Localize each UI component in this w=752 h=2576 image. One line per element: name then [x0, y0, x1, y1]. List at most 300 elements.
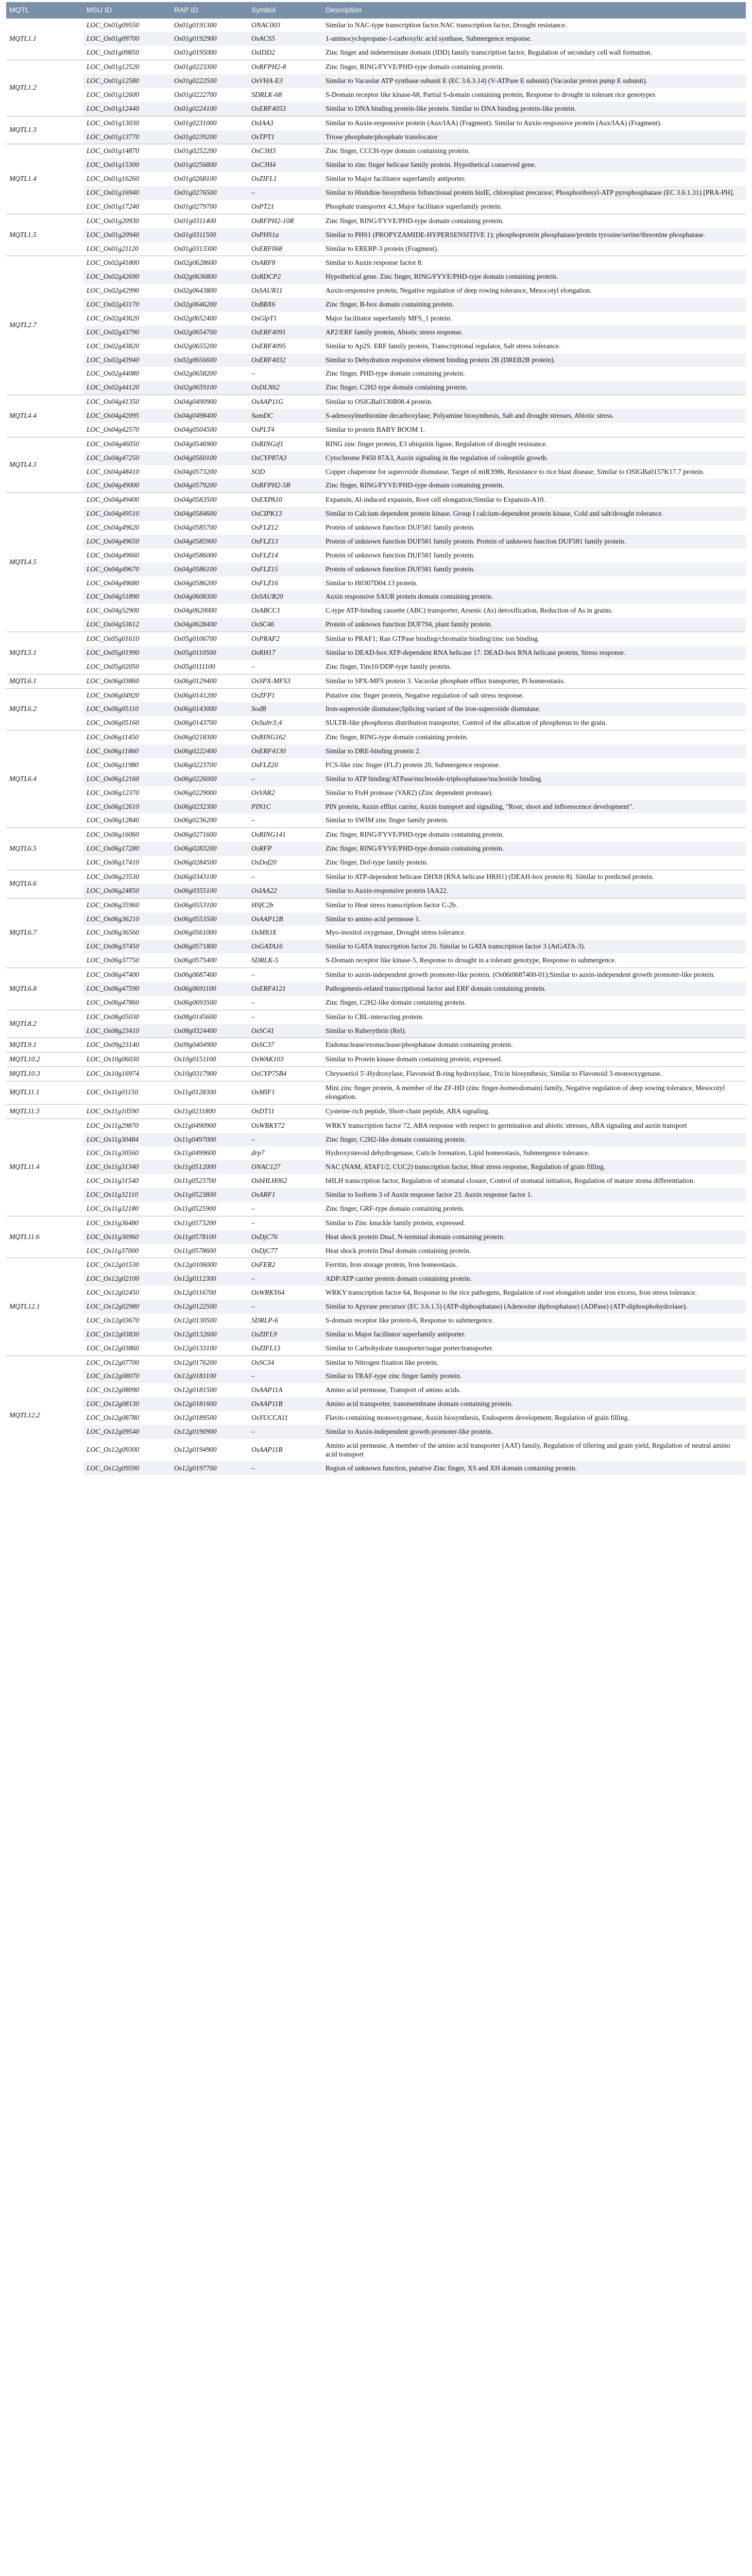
msu-id-cell: LOC_Os04g49650	[83, 535, 171, 549]
rap-id-cell: Os06g0226000	[171, 772, 248, 786]
rap-id-cell: Os01g0223300	[171, 60, 248, 74]
mqtl-cell: MQTL9.1	[6, 1038, 83, 1053]
table-row	[6, 214, 746, 228]
description-cell: Similar to auxin-independent growth promoter-like protein. (Os06t0687400-01);Similar to auxin-independent growth promoter-like protein.	[322, 968, 746, 982]
table-row	[6, 549, 746, 563]
mqtl-cell: MQTL6.7	[6, 898, 83, 968]
symbol-cell: OsFLZ20	[251, 760, 278, 769]
msu-id-cell: LOC_Os11g36480	[83, 1216, 171, 1230]
rap-id-cell: Os01g0276500	[171, 186, 248, 200]
rap-id-cell: Os12g0122500	[171, 1300, 248, 1314]
mqtl-cell: MQTL1.5	[6, 214, 83, 256]
table-row	[6, 172, 746, 186]
msu-id-cell: LOC_Os10g16974	[83, 1067, 171, 1081]
msu-id-cell: LOC_Os06g17280	[83, 842, 171, 856]
msu-id-cell: LOC_Os12g02980	[83, 1300, 171, 1314]
description-cell: 1-aminocyclopropane-1-carboxylic acid synthase, Submergence response.	[322, 32, 746, 46]
rap-id-cell: Os06g0553500	[171, 912, 248, 926]
rap-id-cell: Os04g0620000	[174, 606, 217, 615]
table-row	[6, 200, 746, 214]
rap-id-cell: Os06g0222400	[171, 744, 248, 758]
msu-id-cell: LOC_Os04g49510	[83, 507, 171, 521]
symbol-cell: OsDjC76	[248, 1230, 322, 1244]
description-cell: Myo-inositol oxygenase, Drought stress tolerance.	[326, 928, 466, 937]
rap-id-cell: Os11g0497000	[171, 1133, 248, 1147]
description-cell: Similar to Major facilitator superfamily antiporter.	[326, 175, 466, 183]
msu-id-cell: LOC_Os06g47860	[87, 998, 140, 1006]
mqtl-cell: MQTL6.8	[6, 968, 83, 1010]
msu-id-cell: LOC_Os04g49670	[83, 563, 171, 577]
table-row	[6, 968, 746, 982]
rap-id-cell: Os12g0190900	[171, 1425, 248, 1439]
description-cell: Similar to PHS1 (PROPYZAMIDE-HYPERSENSITIVE 1); phosphoprotein phosphatase/protein tyrosine/serine/threonine phosphatase.	[322, 228, 746, 242]
symbol-cell: –	[248, 870, 322, 884]
msu-id-cell: LOC_Os11g31540	[87, 1177, 139, 1185]
msu-id-cell: LOC_Os01g20940	[83, 228, 171, 242]
table-row	[6, 646, 746, 660]
msu-id-cell: LOC_Os02g43940	[83, 353, 171, 367]
table-row	[6, 1369, 746, 1383]
msu-id-cell: LOC_Os01g16260	[87, 175, 140, 183]
msu-id-cell: LOC_Os01g09550	[87, 21, 140, 29]
table-row	[6, 1244, 746, 1258]
description-cell: Zinc finger, RING-type domain containing protein.	[322, 731, 746, 744]
msu-id-cell: LOC_Os11g37000	[87, 1246, 139, 1255]
symbol-cell: OsAAP11B	[251, 1446, 283, 1454]
rap-id-cell: Os12g0133100	[174, 1344, 217, 1352]
msu-id-cell: LOC_Os01g21120	[87, 244, 139, 252]
rap-id-cell: Os12g0106000	[171, 1258, 248, 1272]
table-row	[6, 1258, 746, 1272]
description-cell: Similar to Protein kinase domain containing protein, expressed.	[322, 1053, 746, 1067]
rap-id-cell: Os09g0404900	[171, 1038, 248, 1053]
table-row	[6, 102, 746, 116]
rap-id-cell: Os06g0283200	[171, 842, 248, 856]
description-cell: PIN protein, Auxin efflux carrier, Auxin transport and signaling, "Root, shoot and inflorescence development".	[322, 800, 746, 814]
description-cell: Zinc finger, RING/FYVE/PHD-type domain containing protein.	[322, 842, 746, 856]
table-row	[6, 786, 746, 800]
table-row	[6, 312, 746, 326]
symbol-cell: SamDC	[248, 409, 322, 423]
table-row	[6, 590, 746, 604]
symbol-cell: OsPHS1a	[248, 228, 322, 242]
symbol-cell: –	[251, 1204, 255, 1212]
table-row	[6, 228, 746, 242]
rap-id-cell: Os06g0691100	[171, 982, 248, 996]
table-row	[6, 800, 746, 814]
table-row	[6, 144, 746, 158]
symbol-cell: OsERF4053	[248, 102, 322, 116]
rap-id-cell: Os06g0284500	[174, 858, 217, 866]
table-row	[6, 46, 746, 60]
mqtl-cell: MQTL10.3	[6, 1067, 83, 1081]
mqtl-cell: MQTL6.2	[6, 688, 83, 731]
msu-id-cell: LOC_Os12g08090	[87, 1386, 140, 1394]
mqtl-cell: MQTL1.2	[6, 60, 83, 116]
symbol-cell: OsDjC77	[251, 1246, 278, 1255]
rap-id-cell: Os02g0628600	[171, 256, 248, 270]
msu-id-cell: LOC_Os11g30484	[83, 1133, 171, 1147]
table-row	[6, 1272, 746, 1286]
rap-id-cell: Os01g0191300	[174, 21, 217, 29]
msu-id-cell: LOC_Os02g41800	[83, 256, 171, 270]
rap-id-cell: Os04g0584600	[171, 507, 248, 521]
rap-id-cell: Os01g0222500	[171, 74, 248, 88]
symbol-cell: OsRING162	[248, 731, 322, 744]
header-msu-id: MSU ID	[83, 2, 171, 19]
table-row	[6, 1053, 746, 1067]
symbol-cell: OsSC46	[248, 618, 322, 632]
msu-id-cell: LOC_Os05g01610	[83, 632, 171, 646]
symbol-cell: OsDT11	[248, 1104, 322, 1118]
table-row	[6, 716, 746, 730]
rap-id-cell: Os04g0490900	[171, 395, 248, 409]
symbol-cell: OsTPT1	[248, 130, 322, 144]
symbol-cell: OsGATA16	[248, 940, 322, 954]
symbol-cell: OsCYP75B4	[248, 1067, 322, 1081]
table-row	[6, 996, 746, 1010]
msu-id-cell: LOC_Os06g16060	[83, 828, 171, 842]
description-cell: Expansin, Al-induced expansin, Root cell elongation;Similar to Expansin-A10.	[322, 493, 746, 507]
description-cell: Similar to Major facilitator superfamily antiporter.	[322, 1328, 746, 1342]
symbol-cell: OsZIFL13	[251, 1344, 281, 1352]
msu-id-cell: LOC_Os01g13770	[83, 130, 171, 144]
table-row	[6, 1174, 746, 1188]
description-cell: Protein of unknown function DUF581 family protein. Protein of unknown function DUF581 family protein.	[322, 535, 746, 549]
rap-id-cell: Os01g0252200	[171, 144, 248, 158]
table-row	[6, 814, 746, 827]
rap-id-cell: Os02g0655200	[174, 342, 217, 350]
description-cell: Zinc finger, CCCH-type domain containing protein.	[322, 144, 746, 158]
msu-id-cell: LOC_Os06g47590	[83, 982, 171, 996]
msu-id-cell: LOC_Os12g09590	[83, 1462, 171, 1476]
msu-id-cell: LOC_Os11g10590	[83, 1104, 171, 1118]
table-row	[6, 507, 746, 521]
mqtl-cell: MQTL6.1	[6, 674, 83, 688]
rap-id-cell: Os12g0189500	[174, 1414, 217, 1421]
rap-id-cell: Os11g0578100	[171, 1230, 248, 1244]
rap-id-cell: Os12g0197700	[171, 1462, 248, 1476]
table-row	[6, 32, 746, 46]
rap-id-cell: Os11g0525900	[174, 1204, 216, 1212]
symbol-cell: OsRFPH2-5R	[248, 479, 322, 493]
table-row	[6, 1067, 746, 1081]
description-cell: Zinc finger, GRF-type domain containing protein.	[326, 1204, 465, 1212]
symbol-cell: OsDLN62	[248, 381, 322, 395]
table-row	[6, 465, 746, 479]
table-row	[6, 1038, 746, 1053]
symbol-cell: OsAAP11A	[251, 1386, 283, 1394]
table-row	[6, 493, 746, 507]
symbol-cell: OsFLZ14	[251, 551, 278, 559]
description-cell: Similar to SPX-MFS protein 3. Vacuolar phosphate efflux transporter, Pi homeostasis.	[322, 674, 746, 688]
description-cell: Similar to Histidine biosynthesis bifunctional protein hisIE, chloroplast precursor; Phosphoribosyl-ATP pyrophosphatase (EC 3.6.1.31) [PRA-PH].	[322, 186, 746, 200]
description-cell: Similar to ATP-dependent helicase DHX8 (RNA helicase HRH1) (DEAH-box protein 8). Similar to predicted protein.	[322, 870, 746, 884]
symbol-cell: SDRLP-6	[251, 1316, 278, 1324]
msu-id-cell: LOC_Os06g35960	[83, 898, 171, 912]
msu-id-cell: LOC_Os11g32180	[87, 1204, 139, 1212]
symbol-cell: OsPLT4	[251, 425, 275, 433]
rap-id-cell: Os12g0112300	[171, 1272, 248, 1286]
table-row	[6, 940, 746, 954]
table-row	[6, 632, 746, 646]
msu-id-cell: LOC_Os01g12440	[83, 102, 171, 116]
description-cell: Similar to DNA binding protein-like protein. Similar to DNA binding protein-like protein.	[322, 102, 746, 116]
table-row	[6, 954, 746, 968]
rap-id-cell: Os01g0231000	[171, 116, 248, 130]
table-row	[6, 577, 746, 590]
description-cell: Similar to DRE-binding protein 2.	[322, 744, 746, 758]
symbol-cell: OsWRKY72	[248, 1118, 322, 1132]
symbol-cell: SDRLK-68	[251, 90, 282, 98]
rap-id-cell: Os04g0608300	[171, 590, 248, 604]
description-cell: Heat shock protein DnaJ, N-terminal domain containing protein.	[322, 1230, 746, 1244]
msu-id-cell: LOC_Os04g49400	[83, 493, 171, 507]
symbol-cell: OsERF4095	[251, 342, 286, 350]
msu-id-cell: LOC_Os06g05160	[87, 719, 140, 727]
symbol-cell: OsSC37	[248, 1038, 322, 1053]
symbol-cell: –	[248, 1369, 322, 1383]
table-row	[6, 256, 746, 270]
rap-id-cell: Os02g0636800	[171, 270, 248, 284]
symbol-cell: OsSC41	[248, 1024, 322, 1038]
symbol-cell: OsSAUR20	[248, 590, 322, 604]
symbol-cell: –	[248, 968, 322, 982]
description-cell: WRKY transcription factor 72, ABA response with respect to germination and abiotic stresses, ABA signaling and auxin transport	[322, 1118, 746, 1132]
table-row	[6, 1383, 746, 1397]
rap-id-cell: Os12g0194900	[174, 1446, 217, 1454]
msu-id-cell: LOC_Os06g05110	[83, 702, 171, 716]
mqtl-cell: MQTL5.1	[6, 632, 83, 674]
msu-id-cell: LOC_Os04g49660	[87, 551, 140, 559]
mqtl-cell: MQTL1.3	[6, 116, 83, 144]
symbol-cell: OsPRAF2	[248, 632, 322, 646]
msu-id-cell: LOC_Os06g23530	[83, 870, 171, 884]
rap-id-cell: Os04g0573200	[174, 467, 217, 476]
description-cell: Zinc finger, PHD-type domain containing protein.	[326, 369, 465, 378]
rap-id-cell: Os01g0192900	[171, 32, 248, 46]
table-row	[6, 116, 746, 130]
msu-id-cell: LOC_Os05g01990	[83, 646, 171, 660]
rap-id-cell: Os01g0313300	[174, 244, 217, 252]
rap-id-cell: Os02g0654700	[171, 326, 248, 340]
table-row	[6, 186, 746, 200]
symbol-cell: OsYUCCA11	[251, 1414, 288, 1421]
description-cell: Zinc finger, B-box domain containing protein.	[322, 298, 746, 312]
msu-id-cell: LOC_Os12g02100	[83, 1272, 171, 1286]
table-row	[6, 618, 746, 632]
symbol-cell: HSfC2b	[248, 898, 322, 912]
symbol-cell: OsRFPH2-10R	[248, 214, 322, 228]
description-cell: Similar to TRAF-type zinc finger family protein.	[322, 1369, 746, 1383]
msu-id-cell: LOC_Os09g23140	[83, 1038, 171, 1053]
rap-id-cell: Os06g0141200	[171, 688, 248, 702]
description-cell: NAC (NAM, ATAF1/2, CUC2) transcription factor, Heat stress response, Regulation of grain filling.	[322, 1160, 746, 1174]
description-cell: Similar to DEAD-box ATP-dependent RNA helicase 17. DEAD-box RNA helicase protein, Stress response.	[322, 646, 746, 660]
symbol-cell: –	[251, 662, 255, 670]
msu-id-cell: LOC_Os04g51890	[83, 590, 171, 604]
table-row	[6, 130, 746, 144]
rap-id-cell: Os04g0498400	[171, 409, 248, 423]
symbol-cell: OsERF4121	[248, 982, 322, 996]
msu-id-cell: LOC_Os12g02450	[87, 1289, 140, 1297]
description-cell: Zinc finger, RING/FYVE/PHD-type domain containing protein.	[322, 60, 746, 74]
rap-id-cell: Os11g0128300	[171, 1081, 248, 1105]
symbol-cell: OsIDD2	[251, 48, 275, 57]
symbol-cell: OsCIPK13	[248, 507, 322, 521]
description-cell: Zinc finger, Tim10/DDP-type family protein.	[326, 662, 451, 670]
table-row	[6, 1328, 746, 1342]
msu-id-cell: LOC_Os01g17240	[87, 202, 140, 210]
description-cell: Similar to FtsH protease (VAR2) (Zinc dependent protease).	[326, 788, 493, 796]
msu-id-cell: LOC_Os04g49000	[83, 479, 171, 493]
rap-id-cell: Os02g0652400	[174, 314, 217, 322]
table-row	[6, 702, 746, 716]
symbol-cell: OsRFP	[248, 842, 322, 856]
rap-id-cell: Os06g0143700	[174, 719, 217, 727]
msu-id-cell: LOC_Os06g04920	[83, 688, 171, 702]
symbol-cell: OsbHLH062	[251, 1177, 287, 1185]
rap-id-cell: Os12g0181100	[171, 1369, 248, 1383]
description-cell: Cytochrome P450 87A3, Auxin signaling in the regulation of coleoptile growth.	[322, 451, 746, 465]
description-cell: Similar to Vacuolar ATP synthase subunit E (EC 3.6.3.14) (V-ATPase E subunit) (Vacuolar proton pump E subunit).	[322, 74, 746, 88]
table-row	[6, 1314, 746, 1328]
header-symbol: Symbol	[248, 2, 322, 19]
table-row	[6, 660, 746, 674]
table-row	[6, 158, 746, 172]
symbol-cell: OsRING141	[248, 828, 322, 842]
table-row	[6, 74, 746, 88]
symbol-cell: OsZIFL9	[248, 1328, 322, 1342]
symbol-cell: OsAAP12B	[248, 912, 322, 926]
symbol-cell: SOD	[251, 467, 265, 476]
description-cell: Protein of unknown function DUF794, plant family protein.	[322, 618, 746, 632]
msu-id-cell: LOC_Os04g42570	[87, 425, 140, 433]
table-row	[6, 423, 746, 437]
description-cell: Similar to Ap2S. ERF family protein, Transcriptional regulator, Salt stress tolerance.	[326, 342, 561, 350]
rap-id-cell: Os01g0195000	[174, 48, 217, 57]
description-cell: Similar to PRAF1; Ran GTPase binding/chromatin binding/zinc ion binding.	[322, 632, 746, 646]
symbol-cell: OsDof20	[251, 858, 277, 866]
msu-id-cell: LOC_Os04g49620	[87, 523, 140, 531]
msu-id-cell: LOC_Os12g09300	[87, 1446, 140, 1454]
msu-id-cell: LOC_Os11g30560	[87, 1149, 139, 1157]
mqtl-cell: MQTL1.1	[9, 35, 37, 43]
symbol-cell: –	[248, 1272, 322, 1286]
symbol-cell: ONAC003	[251, 21, 281, 29]
msu-id-cell: LOC_Os06g17410	[87, 858, 140, 866]
rap-id-cell: Os04g0585900	[171, 535, 248, 549]
table-row	[6, 1355, 746, 1369]
description-cell: Copper chaperone for superoxide dismutase, Target of miR398b, Resistance to rice blast disease; Similar to OSIGBa0157K17.7 protein.	[326, 467, 705, 476]
mqtl-cell: MQTL4.3	[6, 437, 83, 493]
table-row	[6, 340, 746, 353]
rap-id-cell: Os05g0110500	[171, 646, 248, 660]
msu-id-cell: LOC_Os11g32110	[83, 1188, 171, 1202]
rap-id-cell: Os01g0311500	[171, 228, 248, 242]
table-row	[6, 381, 746, 395]
rap-id-cell: Os01g0222700	[174, 90, 217, 98]
msu-id-cell: LOC_Os12g08130	[83, 1397, 171, 1411]
symbol-cell: –	[251, 369, 255, 378]
symbol-cell: OsVAR2	[251, 788, 275, 796]
description-cell: Endonuclease/exonuclease/phosphatase domain containing protein.	[322, 1038, 746, 1053]
rap-id-cell: Os12g0116700	[174, 1289, 216, 1297]
symbol-cell: OsFLZ15	[248, 563, 322, 577]
table-row	[6, 1411, 746, 1425]
table-body	[6, 19, 746, 1476]
msu-id-cell: LOC_Os11g36960	[83, 1230, 171, 1244]
rap-id-cell: Os06g0229000	[174, 788, 217, 796]
rap-id-cell: Os12g0132600	[171, 1328, 248, 1342]
mqtl-cell: MQTL6.4	[6, 731, 83, 828]
rap-id-cell: Os06g0271600	[171, 828, 248, 842]
table-row	[6, 88, 746, 102]
rap-id-cell: Os10g0317900	[171, 1067, 248, 1081]
rap-id-cell: Os01g0268100	[174, 175, 217, 183]
description-cell: Mini zinc finger protein, A member of the ZF-HD (zinc finger-homeodomain) family, Negative regulation of deep sowing tolerance, Mesocotyl elongation.	[322, 1081, 746, 1105]
symbol-cell: OsERF4091	[248, 326, 322, 340]
mqtl-cell: MQTL6.5	[6, 828, 83, 870]
msu-id-cell: LOC_Os06g11860	[83, 744, 171, 758]
description-cell: Heat shock protein DnaJ domain containing protein.	[326, 1246, 471, 1255]
description-cell: Auxin-responsive protein, Negative regulation of deep rowing tolerance, Mesocotyl elongation.	[326, 286, 592, 295]
table-row	[6, 409, 746, 423]
table-row	[6, 731, 746, 744]
symbol-cell: OsIAA3	[248, 116, 322, 130]
msu-id-cell: LOC_Os11g29870	[83, 1118, 171, 1132]
rap-id-cell: Os02g0643800	[174, 286, 217, 295]
mqtl-gene-table	[6, 2, 746, 1475]
table-row	[6, 1230, 746, 1244]
mqtl-cell: MQTL12.2	[6, 1355, 83, 1475]
mqtl-cell: MQTL4.4	[6, 395, 83, 437]
symbol-cell: SDRLK-5	[251, 956, 279, 964]
table-row	[6, 367, 746, 381]
table-row	[6, 898, 746, 912]
description-cell: Phosphate transporter 4;1,Major facilitator superfamily protein.	[326, 202, 503, 210]
msu-id-cell: LOC_Os02g43620	[87, 314, 140, 322]
rap-id-cell: Os06g0129400	[171, 674, 248, 688]
rap-id-cell: Os01g0256800	[171, 158, 248, 172]
msu-id-cell: LOC_Os12g09540	[83, 1425, 171, 1439]
description-cell: Hydroxysteroid dehydrogenase, Cuticle formation, Lipid homeostasis, Submergence tolerance.	[326, 1149, 590, 1157]
msu-id-cell: LOC_Os12g03670	[87, 1316, 140, 1324]
msu-id-cell: LOC_Os02g43820	[87, 342, 140, 350]
symbol-cell: –	[248, 1462, 322, 1476]
msu-id-cell: LOC_Os11g01150	[83, 1081, 171, 1105]
symbol-cell: OsMIF1	[248, 1081, 322, 1105]
rap-id-cell: Os11g0512000	[171, 1160, 248, 1174]
msu-id-cell: LOC_Os06g03860	[83, 674, 171, 688]
rap-id-cell: Os04g0628400	[171, 618, 248, 632]
rap-id-cell: Os04g0583500	[171, 493, 248, 507]
description-cell: Hypothetical gene. Zinc finger, RING/FYVE/PHD-type domain containing protein.	[322, 270, 746, 284]
rap-id-cell: Os01g0279700	[174, 202, 217, 210]
rap-id-cell: Os12g0181500	[174, 1386, 217, 1394]
rap-id-cell: Os11g0499600	[174, 1149, 216, 1157]
rap-id-cell: Os04g0579200	[171, 479, 248, 493]
symbol-cell: OsSAUR11	[251, 286, 283, 295]
table-row	[6, 744, 746, 758]
description-cell: Similar to amino acid permease 1.	[322, 912, 746, 926]
description-cell: Iron-superoxide dismutase;Splicing variant of the iron-superoxide dismutase.	[322, 702, 746, 716]
symbol-cell: OsABCC1	[251, 606, 281, 615]
rap-id-cell: Os06g0236200	[174, 816, 217, 824]
symbol-cell: drp7	[251, 1149, 265, 1157]
table-row	[6, 270, 746, 284]
description-cell: Zinc finger, C2H2-like domain containing protein.	[322, 1133, 746, 1147]
